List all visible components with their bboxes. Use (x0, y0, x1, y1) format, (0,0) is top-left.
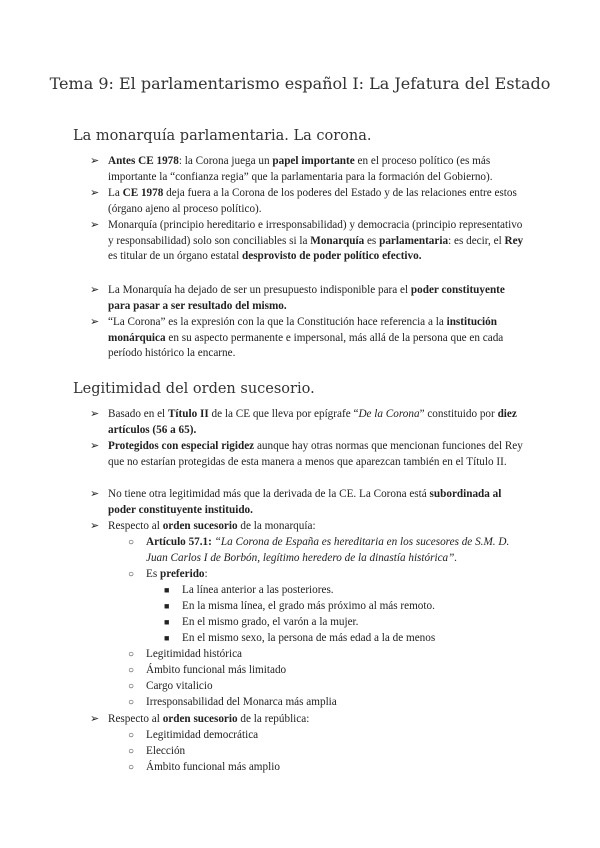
square-bullet-icon: ■ (164, 633, 170, 643)
sub-sub-list-item: ■ En la misma línea, el grado más próximo al más remoto. (164, 599, 524, 615)
arrow-bullet-icon: ➢ (90, 155, 100, 167)
sub-list-item: ○ Legitimidad democrática (128, 728, 528, 744)
arrow-bullet-icon: ➢ (90, 316, 100, 328)
circle-bullet-icon: ○ (128, 681, 135, 692)
circle-bullet-icon: ○ (128, 537, 135, 548)
list-item: ➢ Monarquía (principio hereditario e irresponsabilidad) y democracia (principio representativo y responsabilidad) solo son conciliables si la Monarquía es parlamentaria: es decir, el Rey es titular de un órgano estatal desprovisto de poder político efectivo. (90, 219, 524, 263)
section-heading-monarquia: La monarquía parlamentaria. La corona. (73, 128, 372, 144)
arrow-bullet-icon: ➢ (90, 520, 100, 532)
list-item: ➢ No tiene otra legitimidad más que la derivada de la CE. La Corona está subordinada al poder constituyente instituido. (90, 488, 502, 516)
list-item: ➢ Basado en el Título II de la CE que lleva por epígrafe “De la Corona” constituido por diez artículos (56 a 65). (90, 408, 517, 436)
circle-bullet-icon: ○ (128, 730, 135, 741)
arrow-bullet-icon: ➢ (90, 408, 100, 420)
list-item: ➢ Protegidos con especial rigidez aunque hay otras normas que mencionan funciones del Rey que no estarían protegidas de esta manera a menos que aparezcan también en el Título II. (90, 440, 523, 468)
sub-list-item: ○ Irresponsabilidad del Monarca más amplia (128, 695, 528, 711)
circle-bullet-icon: ○ (128, 665, 135, 676)
list-item: ➢ “La Corona” es la expresión con la que la Constitución hace referencia a la institución monárquica en su aspecto permanente e impersonal, más allá de la persona que en cada período histórico la encarne. (90, 316, 504, 360)
arrow-bullet-icon: ➢ (90, 187, 100, 199)
sub-sub-list-item: ■ En el mismo sexo, la persona de más edad a la de menos (164, 631, 524, 647)
square-bullet-icon: ■ (164, 601, 170, 611)
arrow-bullet-icon: ➢ (90, 488, 100, 500)
sub-sub-list-item: ■ La línea anterior a las posteriores. (164, 583, 524, 599)
sub-list-item: ○ Elección (128, 744, 528, 760)
sub-list-item: ○ Artículo 57.1: “La Corona de España es hereditaria en los sucesores de S.M. D. Juan Carlos I de Borbón, legítimo heredero de la dinastía histórica”. (128, 536, 510, 564)
sub-list-item: ○ Cargo vitalicio (128, 679, 528, 695)
sub-list-item: ○ Ámbito funcional más amplio (128, 760, 528, 776)
list-item: ➢ Respecto al orden sucesorio de la república: (90, 712, 530, 728)
circle-bullet-icon: ○ (128, 569, 135, 580)
page-title: Tema 9: El parlamentarismo español I: La Jefatura del Estado (49, 74, 551, 93)
sub-sub-list-item: ■ En el mismo grado, el varón a la mujer. (164, 615, 524, 631)
list-item: ➢ La Monarquía ha dejado de ser un presupuesto indisponible para el poder constituyente para pasar a ser resultado del mismo. (90, 284, 505, 312)
arrow-bullet-icon: ➢ (90, 219, 100, 231)
circle-bullet-icon: ○ (128, 697, 135, 708)
sub-list-item: ○ Es preferido: (128, 567, 528, 583)
section-heading-legitimidad: Legitimidad del orden sucesorio. (73, 381, 315, 397)
circle-bullet-icon: ○ (128, 649, 135, 660)
square-bullet-icon: ■ (164, 617, 170, 627)
circle-bullet-icon: ○ (128, 762, 135, 773)
sub-list-item: ○ Legitimidad histórica (128, 647, 528, 663)
arrow-bullet-icon: ➢ (90, 284, 100, 296)
list-item: ➢ Respecto al orden sucesorio de la monarquía: (90, 519, 530, 535)
list-item: ➢ Antes CE 1978: la Corona juega un papel importante en el proceso político (es más importante la “confianza regia” que la parlamentaria para la formación del Gobierno). (90, 155, 493, 183)
sub-list-item: ○ Ámbito funcional más limitado (128, 663, 528, 679)
list-item: ➢ La CE 1978 deja fuera a la Corona de los poderes del Estado y de las relaciones entre estos (órgano ajeno al proceso político). (90, 187, 517, 215)
square-bullet-icon: ■ (164, 585, 170, 595)
arrow-bullet-icon: ➢ (90, 440, 100, 452)
circle-bullet-icon: ○ (128, 746, 135, 757)
arrow-bullet-icon: ➢ (90, 713, 100, 725)
